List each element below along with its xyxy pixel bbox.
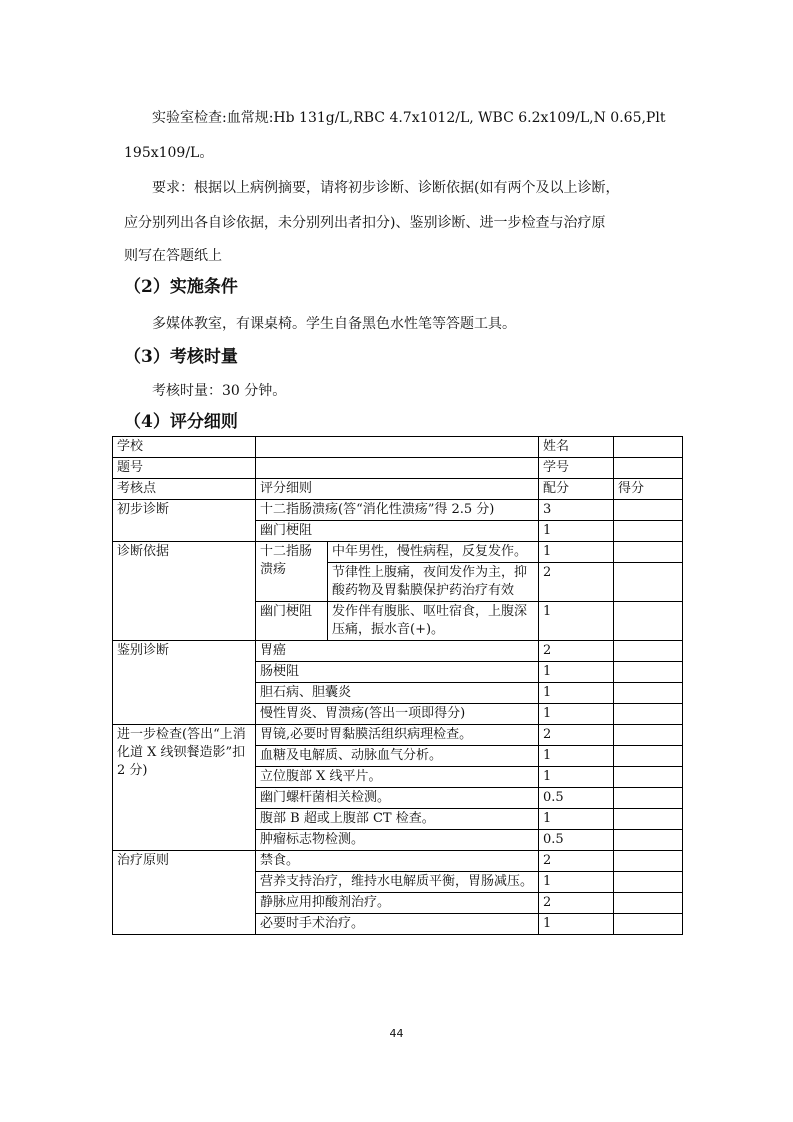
score-cell: 1 <box>539 521 614 542</box>
score-cell: 2 <box>539 641 614 662</box>
got-cell <box>614 914 683 935</box>
grading-table <box>112 436 683 935</box>
section-3-heading: （3）考核时量 <box>124 347 238 367</box>
criteria-cell: 中年男性，慢性病程，反复发作。 <box>328 542 539 563</box>
criteria-cell: 胃癌 <box>256 641 539 662</box>
column-header-score: 配分 <box>539 479 614 500</box>
section-4-heading: （4）评分细则 <box>124 412 238 432</box>
got-cell <box>614 704 683 725</box>
criteria-cell: 肠梗阻 <box>256 662 539 683</box>
table-header-row <box>113 479 683 500</box>
section-2-heading: （2）实施条件 <box>124 277 238 297</box>
requirement-line-2: 应分别列出各自诊依据，未分别列出者扣分)、鉴别诊断、进一步检查与治疗原 <box>124 215 606 231</box>
score-cell: 1 <box>539 683 614 704</box>
got-cell <box>614 662 683 683</box>
table-row <box>113 458 683 479</box>
got-cell <box>614 893 683 914</box>
score-cell: 2 <box>539 893 614 914</box>
column-header-criteria: 评分细则 <box>256 479 539 500</box>
criteria-cell: 必要时手术治疗。 <box>256 914 539 935</box>
score-cell: 2 <box>539 563 614 602</box>
score-cell: 3 <box>539 500 614 521</box>
got-cell <box>614 872 683 893</box>
column-header-point: 考核点 <box>113 479 256 500</box>
criteria-cell: 慢性胃炎、胃溃疡(答出一项即得分) <box>256 704 539 725</box>
got-cell <box>614 746 683 767</box>
got-cell <box>614 809 683 830</box>
table-row <box>113 500 683 521</box>
lab-line-1: 实验室检查:血常规:Hb 131g/L,RBC 4.7x1012/L, WBC 6.2x109/L,N 0.65,Plt <box>152 110 666 126</box>
criteria-cell: 肿瘤标志物检测。 <box>256 830 539 851</box>
criteria-cell: 腹部 B 超或上腹部 CT 检查。 <box>256 809 539 830</box>
section-3-text: 考核时量：30 分钟。 <box>152 383 287 399</box>
section-label-further-exam: 进一步检查(答出“上消化道 X 线钡餐造影”扣 2 分) <box>113 725 256 851</box>
got-cell <box>614 563 683 602</box>
got-cell <box>614 500 683 521</box>
score-cell: 1 <box>539 746 614 767</box>
criteria-cell: 幽门梗阻 <box>256 521 539 542</box>
score-cell: 1 <box>539 542 614 563</box>
got-cell <box>614 641 683 662</box>
got-cell <box>614 767 683 788</box>
criteria-cell: 禁食。 <box>256 851 539 872</box>
criteria-cell: 幽门螺杆菌相关检测。 <box>256 788 539 809</box>
subgroup-pyloric-obstruction: 幽门梗阻 <box>256 602 328 641</box>
section-2-text: 多媒体教室，有课桌椅。学生自备黑色水性笔等答题工具。 <box>152 316 516 332</box>
section-label-differential: 鉴别诊断 <box>113 641 256 725</box>
got-cell <box>614 542 683 563</box>
criteria-cell: 胃镜,必要时胃黏膜活组织病理检查。 <box>256 725 539 746</box>
criteria-cell: 血糖及电解质、动脉血气分析。 <box>256 746 539 767</box>
requirement-line-1: 要求：根据以上病例摘要，请将初步诊断、诊断依据(如有两个及以上诊断， <box>152 180 620 196</box>
name-label: 姓名 <box>539 437 614 458</box>
criteria-cell: 胆石病、胆囊炎 <box>256 683 539 704</box>
criteria-cell: 立位腹部 X 线平片。 <box>256 767 539 788</box>
got-cell <box>614 521 683 542</box>
section-label-diagnosis-basis: 诊断依据 <box>113 542 256 641</box>
question-no-value <box>256 458 539 479</box>
got-cell <box>614 788 683 809</box>
table-row <box>113 725 683 746</box>
score-cell: 1 <box>539 602 614 641</box>
got-cell <box>614 683 683 704</box>
criteria-cell: 静脉应用抑酸剂治疗。 <box>256 893 539 914</box>
table-row <box>113 641 683 662</box>
criteria-cell: 节律性上腹痛，夜间发作为主，抑酸药物及胃黏膜保护药治疗有效 <box>328 563 539 602</box>
got-cell <box>614 602 683 641</box>
score-cell: 0.5 <box>539 830 614 851</box>
score-cell: 2 <box>539 725 614 746</box>
got-cell <box>614 830 683 851</box>
lab-line-2: 195x109/L。 <box>124 145 214 161</box>
section-label-treatment: 治疗原则 <box>113 851 256 935</box>
score-cell: 1 <box>539 872 614 893</box>
table-row <box>113 437 683 458</box>
subgroup-duodenal-ulcer: 十二指肠溃疡 <box>256 542 328 602</box>
school-label: 学校 <box>113 437 256 458</box>
school-value <box>256 437 539 458</box>
student-no-value <box>614 458 683 479</box>
criteria-cell: 十二指肠溃疡(答“消化性溃疡”得 2.5 分) <box>256 500 539 521</box>
page-number: 44 <box>389 1027 404 1040</box>
score-cell: 1 <box>539 662 614 683</box>
requirement-line-3: 则写在答题纸上 <box>124 248 222 264</box>
criteria-cell: 发作伴有腹胀、呕吐宿食，上腹深压痛，振水音(+)。 <box>328 602 539 641</box>
criteria-cell: 营养支持治疗，维持水电解质平衡，胃肠减压。 <box>256 872 539 893</box>
question-no-label: 题号 <box>113 458 256 479</box>
score-cell: 1 <box>539 767 614 788</box>
score-cell: 1 <box>539 914 614 935</box>
score-cell: 0.5 <box>539 788 614 809</box>
table-row <box>113 542 683 563</box>
section-label-initial-diagnosis: 初步诊断 <box>113 500 256 542</box>
got-cell <box>614 851 683 872</box>
score-cell: 1 <box>539 809 614 830</box>
column-header-got: 得分 <box>614 479 683 500</box>
got-cell <box>614 725 683 746</box>
table-row <box>113 851 683 872</box>
name-value <box>614 437 683 458</box>
score-cell: 1 <box>539 704 614 725</box>
student-no-label: 学号 <box>539 458 614 479</box>
score-cell: 2 <box>539 851 614 872</box>
